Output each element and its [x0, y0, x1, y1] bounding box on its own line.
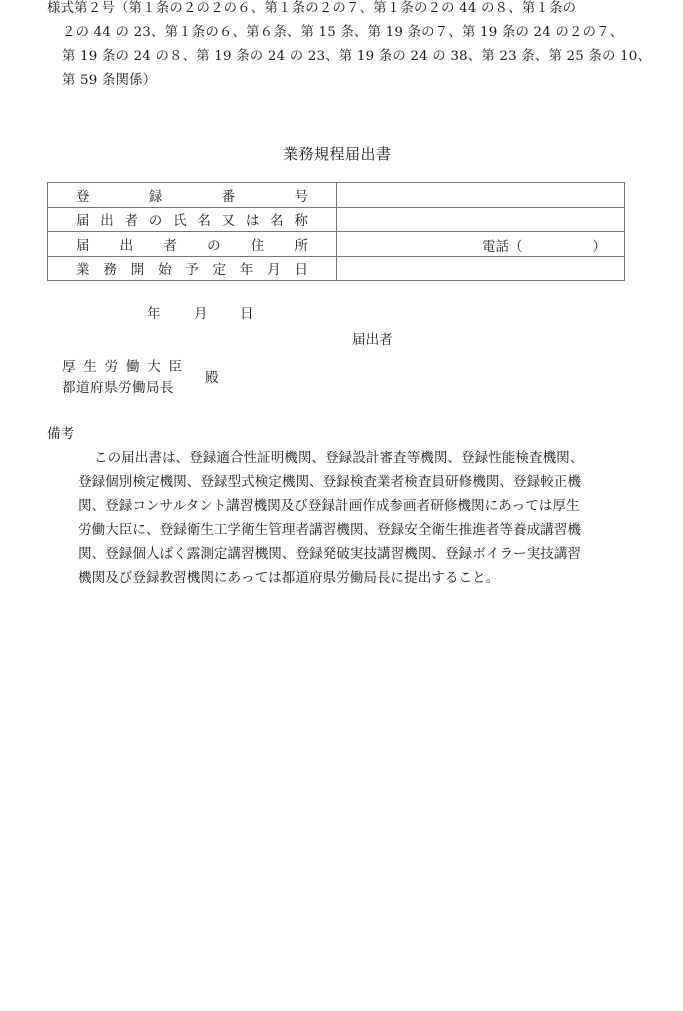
table-row-applicant-address — [48, 232, 625, 257]
addressee-line-2: 都道府県労働局長 — [62, 380, 174, 396]
form-number-line-1: 様式第２号（第１条の２の２の６、第１条の２の７、第１条の２の 44 の８、第１条の — [47, 1, 577, 16]
form-number-line-3: 第 19 条の 24 の８、第 19 条の 24 の 23、第 19 条の 24 の 38、第 23 条、第 25 条の 10、 — [62, 49, 652, 64]
phone-label: 電話（ — [482, 239, 523, 255]
addressee-char: 厚 — [62, 359, 76, 375]
label-char: 氏 — [173, 213, 187, 230]
label-char: 登 — [76, 188, 90, 205]
table-row-applicant-name — [48, 207, 625, 232]
table-row-start-date — [48, 256, 625, 281]
notes-heading: 備考 — [47, 426, 75, 442]
notes-line-6: 機関及び登録教習機関にあっては都道府県労働局長に提出すること。 — [78, 570, 500, 586]
label-char: 予 — [185, 262, 199, 279]
applicant-label: 届出者 — [352, 332, 393, 348]
label-char: 始 — [157, 262, 172, 279]
label-applicant-address — [48, 232, 337, 257]
date-day-label: 日 — [240, 306, 254, 322]
notes-line-3: 関、登録コンサルタント講習機関及び登録計画作成参画者研修機関にあっては厚生 — [78, 498, 580, 514]
label-char: 名 — [197, 213, 211, 230]
registration-number-field[interactable] — [337, 183, 625, 208]
label-char: 称 — [294, 213, 308, 230]
honorific: 殿 — [205, 370, 219, 386]
label-char: 出 — [119, 237, 134, 254]
label-char: 又 — [221, 213, 236, 230]
form-number-line-2: ２の 44 の 23、第１条の６、第６条、第 15 条、第 19 条の７、第 19 条の 24 の２の７、 — [62, 25, 624, 40]
applicant-name-field[interactable] — [337, 207, 625, 232]
label-char: 業 — [76, 262, 90, 279]
label-char: 番 — [221, 188, 236, 205]
label-char: 名 — [270, 213, 284, 230]
document-title: 業務規程届出書 — [283, 145, 392, 163]
form-number-line-4: 第 59 条関係） — [62, 73, 157, 88]
label-char: 務 — [103, 262, 117, 279]
label-char: 開 — [130, 262, 145, 279]
phone-number-field[interactable] — [482, 235, 606, 255]
label-start-date — [48, 256, 337, 281]
registration-form-table — [47, 182, 625, 281]
label-char: は — [245, 213, 260, 230]
date-year-label: 年 — [147, 306, 161, 322]
label-char: 住 — [250, 237, 265, 254]
notes-line-2: 登録個別検定機関、登録型式検定機関、登録検査業者検査員研修機関、登録較正機 — [78, 474, 581, 490]
label-char: 日 — [294, 262, 308, 279]
addressee-char: 生 — [83, 359, 97, 375]
applicant-address-field[interactable] — [337, 232, 625, 257]
start-date-field[interactable] — [337, 256, 625, 281]
label-char: 者 — [124, 213, 139, 230]
table-row-registration-number — [48, 183, 625, 208]
label-char: 届 — [76, 237, 90, 254]
label-char: 者 — [163, 237, 177, 254]
notes-line-4: 労働大臣に、登録衛生工学衛生管理者講習機関、登録安全衛生推進者等養成講習機 — [78, 522, 581, 538]
label-applicant-name — [48, 207, 337, 232]
label-char: 出 — [100, 213, 114, 230]
label-char: 定 — [212, 262, 227, 279]
notes-line-5: 関、登録個人ばく露測定講習機関、登録発破実技講習機関、登録ボイラー実技講習 — [78, 546, 581, 562]
date-month-label: 月 — [194, 306, 208, 322]
phone-close-paren: ） — [592, 239, 606, 255]
label-char: 年 — [239, 262, 254, 279]
addressee-line-1 — [62, 355, 182, 375]
label-char: の — [207, 237, 221, 254]
notes-line-1: この届出書は、登録適合性証明機関、登録設計審査等機関、登録性能検査機関、 — [94, 450, 584, 466]
label-char: 届 — [76, 213, 90, 230]
addressee-char: 大 — [147, 359, 161, 375]
addressee-char: 労 — [104, 359, 119, 375]
label-char: 月 — [267, 262, 281, 279]
label-registration-number — [48, 183, 337, 208]
addressee-char: 臣 — [168, 359, 182, 375]
label-char: 所 — [294, 237, 308, 254]
label-char: の — [148, 213, 163, 230]
label-char: 号 — [294, 188, 308, 205]
label-char: 録 — [148, 188, 163, 205]
addressee-char: 働 — [125, 359, 140, 375]
